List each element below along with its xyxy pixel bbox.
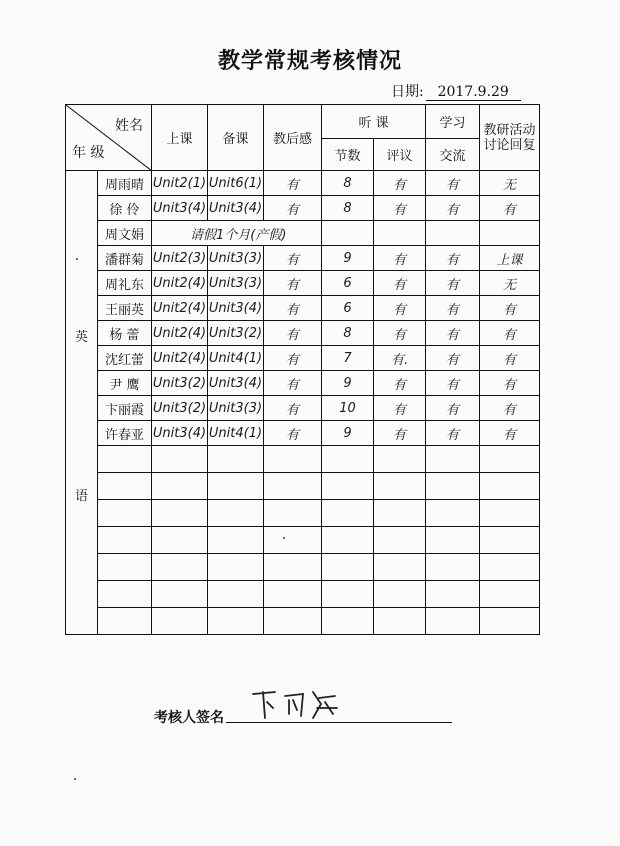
empty-cell xyxy=(208,554,264,581)
jiaohougan-cell: 有 xyxy=(264,396,322,421)
teacher-name: 许春亚 xyxy=(98,421,152,446)
table-row xyxy=(66,196,540,221)
empty-cell xyxy=(426,473,480,500)
pingyi-cell: 有 xyxy=(374,421,426,446)
empty-row xyxy=(66,473,540,500)
empty-cell xyxy=(480,527,540,554)
empty-row xyxy=(66,527,540,554)
beike-cell: Unit3(4) xyxy=(208,296,264,321)
corner-name-label: 姓名 xyxy=(115,118,143,134)
empty-cell xyxy=(264,581,322,608)
jieshu-cell: 7 xyxy=(322,346,374,371)
header-beike: 备课 xyxy=(208,105,264,171)
empty-cell xyxy=(374,581,426,608)
jiaoyan-cell: 有 xyxy=(480,371,540,396)
table-row xyxy=(66,171,540,196)
empty-cell xyxy=(98,473,152,500)
jiaoliu-cell: 有 xyxy=(426,371,480,396)
empty-cell xyxy=(208,527,264,554)
empty-row xyxy=(66,608,540,635)
empty-cell xyxy=(322,608,374,635)
jiaohougan-cell: 有 xyxy=(264,421,322,446)
header-pingyi: 评议 xyxy=(374,139,426,171)
empty-cell xyxy=(426,500,480,527)
beike-cell: Unit3(4) xyxy=(208,196,264,221)
jieshu-cell xyxy=(322,221,374,246)
table-row xyxy=(66,296,540,321)
teacher-name: 周雨晴 xyxy=(98,171,152,196)
shangke-cell: Unit2(4) xyxy=(152,271,208,296)
jiaoliu-cell: 有 xyxy=(426,421,480,446)
jiaoyan-cell xyxy=(480,221,540,246)
empty-cell xyxy=(98,446,152,473)
jieshu-cell: 8 xyxy=(322,196,374,221)
teacher-name: 卞丽霞 xyxy=(98,396,152,421)
jiaohougan-cell: 有 xyxy=(264,371,322,396)
jiaoliu-cell: 有 xyxy=(426,196,480,221)
jieshu-cell: 9 xyxy=(322,246,374,271)
jiaoliu-cell: 有 xyxy=(426,346,480,371)
beike-cell: Unit3(3) xyxy=(208,246,264,271)
pingyi-cell: 有. xyxy=(374,346,426,371)
empty-cell xyxy=(374,446,426,473)
empty-cell xyxy=(264,554,322,581)
beike-cell: Unit4(1) xyxy=(208,421,264,446)
beike-cell: Unit4(1) xyxy=(208,346,264,371)
empty-cell xyxy=(322,500,374,527)
teacher-name: 杨 蕾 xyxy=(98,321,152,346)
empty-cell xyxy=(480,500,540,527)
handwritten-signature xyxy=(245,684,345,724)
beike-cell: Unit6(1) xyxy=(208,171,264,196)
jiaoyan-cell: 有 xyxy=(480,321,540,346)
empty-cell xyxy=(480,554,540,581)
empty-cell xyxy=(374,473,426,500)
jiaohougan-cell: 有 xyxy=(264,346,322,371)
empty-row xyxy=(66,581,540,608)
empty-cell xyxy=(208,446,264,473)
header-jiaoyan: 教研活动讨论回复 xyxy=(480,105,540,171)
teacher-name: 潘群菊 xyxy=(98,246,152,271)
empty-cell xyxy=(322,554,374,581)
date-line xyxy=(391,81,521,101)
table-row xyxy=(66,421,540,446)
empty-cell xyxy=(152,473,208,500)
jieshu-cell: 8 xyxy=(322,321,374,346)
table-row xyxy=(66,271,540,296)
shangke-cell: Unit3(4) xyxy=(152,421,208,446)
empty-cell xyxy=(426,554,480,581)
teacher-name: 王丽英 xyxy=(98,296,152,321)
empty-cell xyxy=(208,500,264,527)
jiaoyan-cell: 无 xyxy=(480,171,540,196)
empty-cell xyxy=(152,581,208,608)
table-row xyxy=(66,371,540,396)
pingyi-cell: 有 xyxy=(374,196,426,221)
shangke-cell: Unit3(2) xyxy=(152,371,208,396)
empty-cell xyxy=(264,608,322,635)
jieshu-cell: 10 xyxy=(322,396,374,421)
jiaohougan-cell: 有 xyxy=(264,271,322,296)
empty-row xyxy=(66,500,540,527)
jieshu-cell: 8 xyxy=(322,171,374,196)
beike-cell: Unit3(3) xyxy=(208,396,264,421)
empty-cell xyxy=(98,527,152,554)
jiaoyan-cell: 无 xyxy=(480,271,540,296)
empty-cell xyxy=(98,608,152,635)
header-jiaoliu: 交流 xyxy=(426,139,480,171)
jieshu-cell: 9 xyxy=(322,371,374,396)
subject-char-1: 英 xyxy=(74,330,88,345)
shangke-cell: Unit2(3) xyxy=(152,246,208,271)
pingyi-cell: 有 xyxy=(374,371,426,396)
empty-cell xyxy=(374,554,426,581)
jiaoyan-cell: 有 xyxy=(480,421,540,446)
teacher-name: 尹 鹰 xyxy=(98,371,152,396)
teacher-name: 徐 伶 xyxy=(98,196,152,221)
shangke-cell: Unit2(4) xyxy=(152,321,208,346)
empty-row xyxy=(66,446,540,473)
scan-dot xyxy=(283,537,285,539)
corner-header xyxy=(66,105,152,171)
jiaoliu-cell: 有 xyxy=(426,321,480,346)
jiaoliu-cell: 有 xyxy=(426,296,480,321)
table-row xyxy=(66,346,540,371)
jiaoliu-cell: 有 xyxy=(426,396,480,421)
empty-cell xyxy=(374,608,426,635)
header-xuexi: 学习 xyxy=(426,105,480,139)
table-row xyxy=(66,221,540,246)
table-row xyxy=(66,321,540,346)
shangke-cell: Unit2(4) xyxy=(152,346,208,371)
empty-cell xyxy=(208,473,264,500)
pingyi-cell: 有 xyxy=(374,321,426,346)
scan-dot xyxy=(74,778,76,780)
jiaohougan-cell: 有 xyxy=(264,196,322,221)
empty-cell xyxy=(322,473,374,500)
beike-cell: Unit3(4) xyxy=(208,371,264,396)
beike-cell: Unit3(2) xyxy=(208,321,264,346)
subject-cell xyxy=(66,171,98,635)
jieshu-cell: 6 xyxy=(322,271,374,296)
header-tingke: 听 课 xyxy=(322,105,426,139)
jiaoyan-cell: 有 xyxy=(480,346,540,371)
shangke-cell: Unit2(4) xyxy=(152,296,208,321)
empty-cell xyxy=(208,608,264,635)
empty-cell xyxy=(426,527,480,554)
teacher-name: 沈红蕾 xyxy=(98,346,152,371)
empty-cell xyxy=(208,581,264,608)
empty-cell xyxy=(264,527,322,554)
signature-label: 考核人签名 xyxy=(154,710,224,726)
empty-cell xyxy=(426,446,480,473)
teacher-name: 周礼东 xyxy=(98,271,152,296)
shangke-cell: Unit3(2) xyxy=(152,396,208,421)
jiaoliu-cell: 有 xyxy=(426,171,480,196)
empty-cell xyxy=(264,500,322,527)
beike-cell: Unit3(3) xyxy=(208,271,264,296)
document-title: 教学常规考核情况 xyxy=(217,48,402,74)
jiaoliu-cell: 有 xyxy=(426,246,480,271)
scan-dot xyxy=(76,258,78,260)
shangke-cell: Unit3(4) xyxy=(152,196,208,221)
empty-cell xyxy=(98,581,152,608)
jiaoyan-cell: 有 xyxy=(480,296,540,321)
pingyi-cell: 有 xyxy=(374,396,426,421)
header-jieshu: 节数 xyxy=(322,139,374,171)
empty-cell xyxy=(374,527,426,554)
table-row xyxy=(66,396,540,421)
empty-cell xyxy=(322,446,374,473)
jiaoliu-cell: 有 xyxy=(426,271,480,296)
pingyi-cell xyxy=(374,221,426,246)
pingyi-cell: 有 xyxy=(374,246,426,271)
jiaoyan-cell: 上课 xyxy=(480,246,540,271)
table-row xyxy=(66,246,540,271)
empty-cell xyxy=(98,554,152,581)
empty-cell xyxy=(264,473,322,500)
jiaoyan-cell: 有 xyxy=(480,396,540,421)
empty-cell xyxy=(480,581,540,608)
jiaohougan-cell: 有 xyxy=(264,171,322,196)
jiaohougan-cell: 有 xyxy=(264,296,322,321)
empty-cell xyxy=(322,581,374,608)
empty-cell xyxy=(152,446,208,473)
jiaoliu-cell xyxy=(426,221,480,246)
empty-cell xyxy=(264,446,322,473)
pingyi-cell: 有 xyxy=(374,296,426,321)
jiaoyan-cell: 有 xyxy=(480,196,540,221)
empty-cell xyxy=(426,608,480,635)
empty-cell xyxy=(480,473,540,500)
empty-cell xyxy=(152,500,208,527)
empty-cell xyxy=(152,608,208,635)
empty-cell xyxy=(152,527,208,554)
empty-row xyxy=(66,554,540,581)
shangke-cell: Unit2(1) xyxy=(152,171,208,196)
assessment-table xyxy=(65,104,540,635)
jiaohougan-cell: 有 xyxy=(264,321,322,346)
teacher-name: 周文娟 xyxy=(98,221,152,246)
date-value: 2017.9.29 xyxy=(426,84,521,101)
empty-cell xyxy=(322,527,374,554)
jieshu-cell: 9 xyxy=(322,421,374,446)
pingyi-cell: 有 xyxy=(374,171,426,196)
leave-note: 请假1个月(产假) xyxy=(152,221,322,246)
pingyi-cell: 有 xyxy=(374,271,426,296)
jieshu-cell: 6 xyxy=(322,296,374,321)
header-shangke: 上课 xyxy=(152,105,208,171)
empty-cell xyxy=(480,446,540,473)
empty-cell xyxy=(480,608,540,635)
subject-char-2: 语 xyxy=(74,489,88,504)
header-jiaohougan: 教后感 xyxy=(264,105,322,171)
empty-cell xyxy=(426,581,480,608)
corner-grade-label: 年 级 xyxy=(72,145,105,161)
jiaohougan-cell: 有 xyxy=(264,246,322,271)
empty-cell xyxy=(374,500,426,527)
empty-cell xyxy=(152,554,208,581)
date-label: 日期: xyxy=(391,84,424,100)
empty-cell xyxy=(98,500,152,527)
